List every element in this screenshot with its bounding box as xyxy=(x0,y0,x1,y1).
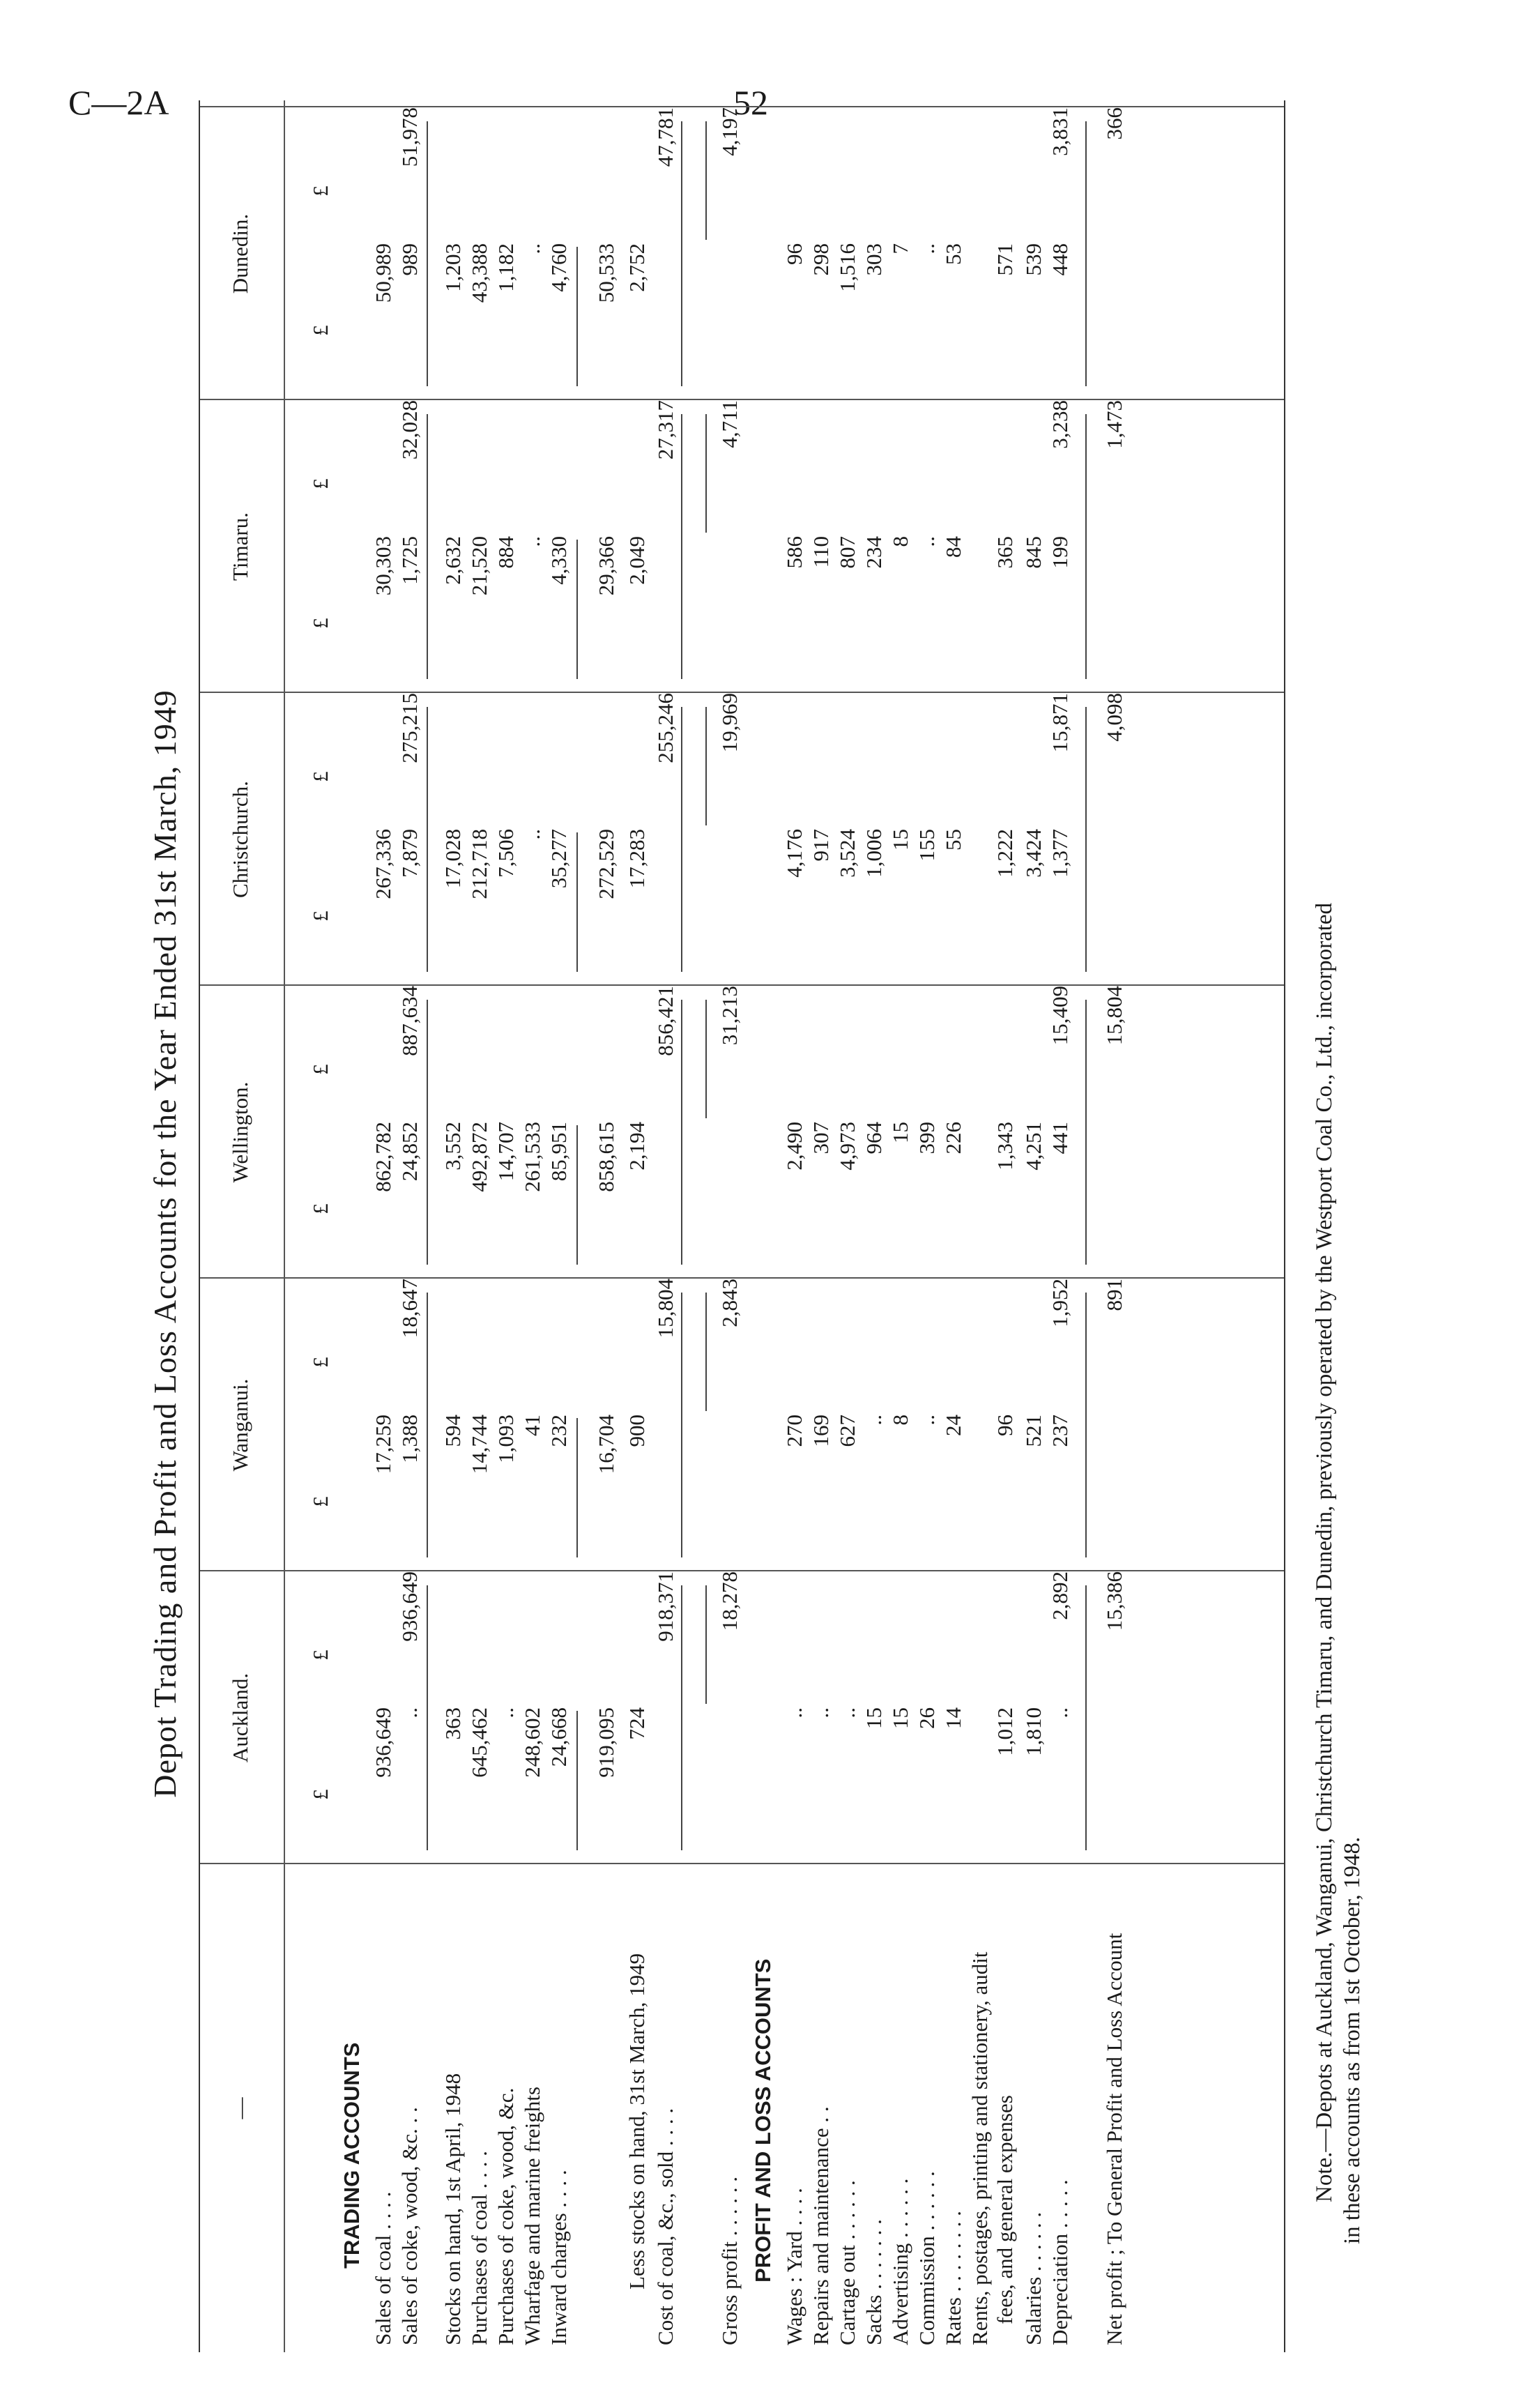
cell-value: 3,424 xyxy=(1021,829,1046,878)
cell-value: 539 xyxy=(1021,243,1046,276)
row-label: Wharfage and marine freights xyxy=(520,2087,544,2345)
cell-value: 50,533 xyxy=(594,243,618,303)
currency-sign: £ xyxy=(308,325,332,336)
row-label: Repairs and maintenance . . xyxy=(809,2106,833,2345)
subtotal-rule xyxy=(576,832,578,972)
currency-sign: £ xyxy=(308,185,332,197)
cell-value: 845 xyxy=(1021,536,1046,569)
cell-value: 2,194 xyxy=(625,1122,649,1171)
cell-value: 858,615 xyxy=(594,1122,618,1192)
currency-sign: £ xyxy=(308,1649,332,1661)
cell-value: 1,388 xyxy=(397,1415,422,1463)
cell-value: 155 xyxy=(915,829,939,862)
depot-header: Auckland. xyxy=(228,1672,252,1763)
cell-total: 887,634 xyxy=(397,986,422,1056)
row-label: Advertising . . . . . . xyxy=(888,2178,912,2345)
subtotal-rule xyxy=(1085,121,1087,386)
cell-total: 891 xyxy=(1102,1279,1126,1311)
cell-value: 270 xyxy=(782,1415,806,1447)
depot-header: Wanganui. xyxy=(228,1378,252,1472)
subtotal-rule xyxy=(705,414,707,533)
cell-value: .. xyxy=(915,243,939,254)
cell-total: 15,386 xyxy=(1102,1571,1126,1631)
subtotal-rule xyxy=(1085,707,1087,972)
cell-value: 21,520 xyxy=(467,536,491,596)
cell-value: 936,649 xyxy=(371,1707,395,1778)
cell-value: .. xyxy=(862,1415,886,1426)
subtotal-rule xyxy=(705,1000,707,1118)
cell-total: 2,843 xyxy=(717,1279,742,1327)
cell-value: 1,343 xyxy=(993,1122,1017,1171)
subtotal-rule xyxy=(1085,1000,1087,1265)
cell-value: 84 xyxy=(941,536,965,558)
cell-value: 226 xyxy=(941,1122,965,1155)
cell-value: .. xyxy=(915,536,939,547)
cell-value: 237 xyxy=(1048,1415,1072,1447)
cell-value: 232 xyxy=(546,1415,571,1447)
cell-value: 24 xyxy=(941,1415,965,1436)
cell-value: 1,093 xyxy=(494,1415,518,1463)
subtotal-rule xyxy=(705,707,707,825)
cell-value: .. xyxy=(397,1707,422,1719)
cell-value: 1,203 xyxy=(441,243,465,292)
cell-value: 17,259 xyxy=(371,1415,395,1474)
cell-value: 919,095 xyxy=(594,1707,618,1778)
cell-value: 399 xyxy=(915,1122,939,1155)
cell-total: 15,804 xyxy=(653,1279,678,1339)
depot-header: Timaru. xyxy=(228,512,252,581)
row-label: Net profit ; To General Profit and Loss Account xyxy=(1102,1933,1126,2345)
row-label: Less stocks on hand, 31st March, 1949 xyxy=(625,1953,649,2289)
subtotal-rule xyxy=(427,414,428,679)
cell-value: 212,718 xyxy=(467,829,491,899)
header-rule xyxy=(284,100,285,2352)
currency-sign: £ xyxy=(308,1357,332,1368)
cell-value: 964 xyxy=(862,1122,886,1155)
cell-value: 8 xyxy=(888,536,912,547)
subtotal-rule xyxy=(705,1585,707,1704)
cell-total: 51,978 xyxy=(397,107,422,167)
cell-value: 298 xyxy=(809,243,833,276)
cell-value: 2,049 xyxy=(625,536,649,585)
cell-value: 248,602 xyxy=(520,1707,544,1778)
cell-value: .. xyxy=(915,1415,939,1426)
cell-value: .. xyxy=(1048,1707,1072,1719)
cell-value: 4,330 xyxy=(546,536,571,585)
row-label: Sacks . . . . . . . xyxy=(862,2219,886,2345)
currency-sign: £ xyxy=(308,1789,332,1800)
subtotal-rule xyxy=(681,707,682,972)
cell-value: 441 xyxy=(1048,1122,1072,1155)
cell-total: 15,409 xyxy=(1048,986,1072,1046)
cell-total: 15,871 xyxy=(1048,693,1072,753)
subtotal-rule xyxy=(427,1000,428,1265)
cell-value: 96 xyxy=(782,243,806,265)
cell-value: .. xyxy=(835,1707,859,1719)
cell-value: 884 xyxy=(494,536,518,569)
cell-value: 261,533 xyxy=(520,1122,544,1192)
cell-value: 2,632 xyxy=(441,536,465,585)
depot-header: Christchurch. xyxy=(228,781,252,898)
cell-value: 4,176 xyxy=(782,829,806,878)
row-label: Depreciation . . . . . xyxy=(1048,2179,1072,2345)
cell-total: 936,649 xyxy=(397,1571,422,1642)
column-divider xyxy=(200,1863,1284,1864)
currency-sign: £ xyxy=(308,1203,332,1214)
accounts-table xyxy=(199,100,1285,2352)
cell-value: 492,872 xyxy=(467,1122,491,1192)
row-label: Stocks on hand, 1st April, 1948 xyxy=(441,2073,465,2345)
subtotal-rule xyxy=(705,121,707,240)
subtotal-rule xyxy=(576,247,578,386)
cell-value: 627 xyxy=(835,1415,859,1447)
page-title: Depot Trading and Profit and Loss Accounts for the Year Ended 31st March, 1949 xyxy=(147,689,183,1798)
cell-value: 15 xyxy=(888,1122,912,1143)
cell-value: 15 xyxy=(888,1707,912,1729)
cell-value: 30,303 xyxy=(371,536,395,596)
cell-value: 571 xyxy=(993,243,1017,276)
document-reference: C—2A xyxy=(68,83,169,122)
cell-total: 18,647 xyxy=(397,1279,422,1339)
cell-value: 900 xyxy=(625,1415,649,1447)
cell-value: 14 xyxy=(941,1707,965,1729)
cell-value: 3,524 xyxy=(835,829,859,878)
cell-value: 989 xyxy=(397,243,422,276)
cell-total: 31,213 xyxy=(717,986,742,1046)
row-label: Inward charges . . . . xyxy=(546,2170,571,2345)
cell-value: .. xyxy=(520,536,544,547)
cell-value: 15 xyxy=(888,829,912,851)
cell-value: 96 xyxy=(993,1415,1017,1436)
cell-value: 448 xyxy=(1048,243,1072,276)
cell-value: 24,852 xyxy=(397,1122,422,1182)
cell-value: 199 xyxy=(1048,536,1072,569)
cell-value: 862,782 xyxy=(371,1122,395,1192)
cell-total: 1,473 xyxy=(1102,400,1126,449)
cell-value: 917 xyxy=(809,829,833,862)
cell-total: 3,238 xyxy=(1048,400,1072,449)
row-label: Sales of coal . . . . xyxy=(371,2191,395,2345)
subtotal-rule xyxy=(705,1293,707,1411)
cell-value: 594 xyxy=(441,1415,465,1447)
cell-total: 856,421 xyxy=(653,986,678,1056)
cell-value: 1,810 xyxy=(1021,1707,1046,1756)
cell-total: 2,892 xyxy=(1048,1571,1072,1620)
cell-value: 2,752 xyxy=(625,243,649,292)
section-heading-trading: TRADING ACCOUNTS xyxy=(339,2042,364,2269)
cell-total: 15,804 xyxy=(1102,986,1126,1046)
cell-total: 27,317 xyxy=(653,400,678,460)
row-label: Rents, postages, printing and stationery, audit xyxy=(967,1951,992,2345)
row-label: Sales of coke, wood, &c. . . xyxy=(397,2107,422,2345)
cell-value: 17,028 xyxy=(441,829,465,889)
row-label: Rates . . . . . . . . xyxy=(941,2211,965,2345)
subtotal-rule xyxy=(427,121,428,386)
subtotal-rule xyxy=(1085,1585,1087,1850)
subtotal-rule xyxy=(681,414,682,679)
subtotal-rule xyxy=(681,1000,682,1265)
subtotal-rule xyxy=(576,1418,578,1557)
cell-value: 4,973 xyxy=(835,1122,859,1171)
subtotal-rule xyxy=(427,1585,428,1850)
row-label: Gross profit . . . . . . xyxy=(717,2177,742,2345)
currency-sign: £ xyxy=(308,1064,332,1075)
footnote xyxy=(1310,181,1366,2244)
cell-value: 645,462 xyxy=(467,1707,491,1778)
currency-sign: £ xyxy=(308,1496,332,1507)
subtotal-rule xyxy=(681,121,682,386)
cell-total: 4,711 xyxy=(717,400,742,448)
cell-value: 15 xyxy=(862,1707,886,1729)
subtotal-rule xyxy=(1085,1293,1087,1557)
row-label-continued: fees, and general expenses xyxy=(993,2095,1017,2324)
cell-value: 365 xyxy=(993,536,1017,569)
currency-sign: £ xyxy=(308,910,332,922)
label-column-header: — xyxy=(228,2097,252,2119)
cell-value: 43,388 xyxy=(467,243,491,303)
cell-value: 4,760 xyxy=(546,243,571,292)
cell-value: 724 xyxy=(625,1707,649,1740)
cell-total: 1,952 xyxy=(1048,1279,1072,1327)
cell-value: 50,989 xyxy=(371,243,395,303)
cell-value: 272,529 xyxy=(594,829,618,899)
cell-value: 41 xyxy=(520,1415,544,1436)
cell-value: 1,222 xyxy=(993,829,1017,878)
cell-value: 234 xyxy=(862,536,886,569)
section-heading-profit-loss: PROFIT AND LOSS ACCOUNTS xyxy=(751,1958,775,2283)
cell-value: 1,006 xyxy=(862,829,886,878)
subtotal-rule xyxy=(681,1585,682,1850)
row-label: Purchases of coke, wood, &c. xyxy=(494,2087,518,2345)
cell-value: .. xyxy=(494,1707,518,1719)
cell-total: 32,028 xyxy=(397,400,422,460)
depot-header: Wellington. xyxy=(228,1081,252,1183)
cell-value: 1,516 xyxy=(835,243,859,292)
cell-value: .. xyxy=(782,1707,806,1719)
row-label: Purchases of coal . . . . xyxy=(467,2151,491,2345)
cell-total: 4,197 xyxy=(717,107,742,156)
cell-value: 4,251 xyxy=(1021,1122,1046,1171)
cell-value: 303 xyxy=(862,243,886,276)
currency-sign: £ xyxy=(308,478,332,489)
page-number: 52 xyxy=(733,83,768,122)
cell-value: 8 xyxy=(888,1415,912,1426)
cell-value: 110 xyxy=(809,536,833,568)
footnote-line-2: in these accounts as from 1st October, 1948. xyxy=(1340,1836,1365,2244)
cell-value: 363 xyxy=(441,1707,465,1740)
cell-value: 267,336 xyxy=(371,829,395,899)
row-label: Cartage out . . . . . . xyxy=(835,2180,859,2345)
currency-sign: £ xyxy=(308,618,332,629)
subtotal-rule xyxy=(681,1293,682,1557)
row-label: Wages : Yard . . . . xyxy=(782,2188,806,2345)
cell-value: 14,707 xyxy=(494,1122,518,1182)
cell-value: 307 xyxy=(809,1122,833,1155)
row-label: Salaries . . . . . . xyxy=(1021,2211,1046,2345)
cell-value: .. xyxy=(809,1707,833,1719)
subtotal-rule xyxy=(576,1125,578,1265)
cell-total: 47,781 xyxy=(653,107,678,167)
subtotal-rule xyxy=(1085,414,1087,679)
cell-value: 14,744 xyxy=(467,1415,491,1474)
row-label: Commission . . . . . . xyxy=(915,2171,939,2345)
cell-value: 7,506 xyxy=(494,829,518,878)
cell-value: 24,668 xyxy=(546,1707,571,1767)
cell-value: .. xyxy=(520,829,544,840)
cell-value: 586 xyxy=(782,536,806,569)
cell-value: 17,283 xyxy=(625,829,649,889)
cell-total: 366 xyxy=(1102,107,1126,140)
cell-value: 7 xyxy=(888,243,912,254)
cell-value: 1,377 xyxy=(1048,829,1072,878)
cell-value: 169 xyxy=(809,1415,833,1447)
cell-value: 53 xyxy=(941,243,965,265)
cell-total: 255,246 xyxy=(653,693,678,763)
cell-value: .. xyxy=(520,243,544,254)
cell-value: 26 xyxy=(915,1707,939,1729)
depot-header: Dunedin. xyxy=(228,213,252,294)
cell-value: 807 xyxy=(835,536,859,569)
cell-value: 55 xyxy=(941,829,965,851)
cell-total: 275,215 xyxy=(397,693,422,763)
cell-value: 7,879 xyxy=(397,829,422,878)
cell-value: 35,277 xyxy=(546,829,571,889)
cell-value: 3,552 xyxy=(441,1122,465,1171)
cell-total: 18,278 xyxy=(717,1571,742,1631)
cell-value: 1,012 xyxy=(993,1707,1017,1756)
cell-value: 85,951 xyxy=(546,1122,571,1182)
subtotal-rule xyxy=(576,540,578,679)
cell-value: 1,182 xyxy=(494,243,518,292)
subtotal-rule xyxy=(576,1711,578,1850)
subtotal-rule xyxy=(427,707,428,972)
cell-total: 19,969 xyxy=(717,693,742,753)
footnote-line-1: Note.—Depots at Auckland, Wanganui, Christchurch Timaru, and Dunedin, previously operated by the Westport Coal Co., Ltd., incorporated xyxy=(1312,902,1337,2202)
cell-value: 2,490 xyxy=(782,1122,806,1171)
row-label: Cost of coal, &c., sold . . . . xyxy=(653,2108,678,2345)
cell-value: 1,725 xyxy=(397,536,422,585)
cell-total: 918,371 xyxy=(653,1571,678,1642)
cell-value: 521 xyxy=(1021,1415,1046,1447)
cell-value: 29,366 xyxy=(594,536,618,596)
currency-sign: £ xyxy=(308,771,332,782)
cell-value: 16,704 xyxy=(594,1415,618,1474)
cell-total: 3,831 xyxy=(1048,107,1072,156)
cell-total: 4,098 xyxy=(1102,693,1126,742)
subtotal-rule xyxy=(427,1293,428,1557)
